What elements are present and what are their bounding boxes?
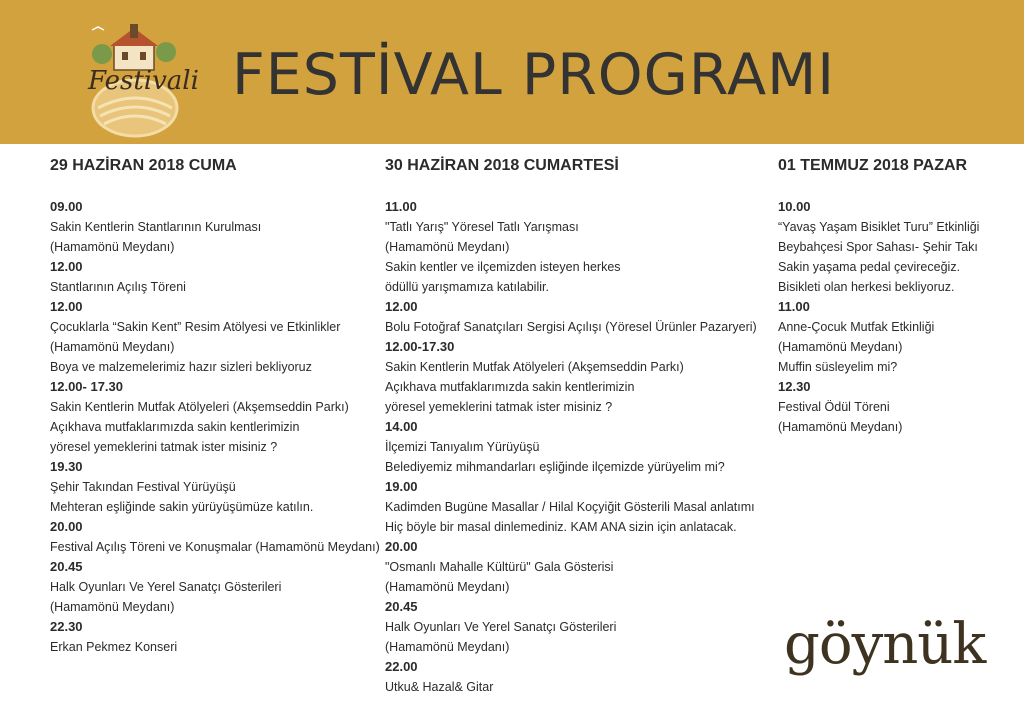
event-description: Sakin kentler ve ilçemizden isteyen herkes [385,260,621,274]
event-time: 20.45 [385,599,418,614]
logo-word: Festivali [88,66,199,96]
event-description: (Hamamönü Meydanı) [50,600,175,614]
event-description: "Tatlı Yarış" Yöresel Tatlı Yarışması [385,220,579,234]
event-description: Sakin Kentlerin Mutfak Atölyeleri (Akşemseddin Parkı) [385,360,684,374]
day-column-2 [385,157,765,697]
event-time: 20.45 [50,559,83,574]
event-time: 12.00 [50,299,83,314]
event-description: (Hamamönü Meydanı) [778,340,903,354]
schedule-list [50,197,380,657]
event-time: 19.30 [50,459,83,474]
event-description: Açıkhava mutfaklarımızda sakin kentlerimizin [385,380,635,394]
event-description: Hiç böyle bir masal dinlemediniz. KAM ANA sizin için anlatacak. [385,520,737,534]
event-time: 12.00 [50,259,83,274]
day-column-1 [50,157,380,657]
event-description: (Hamamönü Meydanı) [778,420,903,434]
event-description: Muffin süsleyelim mi? [778,360,898,374]
event-description: (Hamamönü Meydanı) [50,340,175,354]
event-time: 22.30 [50,619,83,634]
event-description: Utku& Hazal& Gitar [385,680,494,694]
event-time: 12.30 [778,379,811,394]
page-title: FESTİVAL PROGRAMI [232,42,836,108]
event-description: “Yavaş Yaşam Bisiklet Turu” Etkinliği [778,220,980,234]
event-description: Bisikleti olan herkesi bekliyoruz. [778,280,955,294]
event-description: yöresel yemeklerini tatmak ister misiniz ? [50,440,278,454]
event-description: Şehir Takından Festival Yürüyüşü [50,480,236,494]
day-column-3 [778,157,1008,437]
event-description: Erkan Pekmez Konseri [50,640,178,654]
header-banner [0,0,1024,144]
event-time: 11.00 [385,199,417,214]
event-time: 14.00 [385,419,418,434]
event-description: Sakin Kentlerin Mutfak Atölyeleri (Akşemseddin Parkı) [50,400,349,414]
event-description: Stantlarının Açılış Töreni [50,280,186,294]
event-time: 10.00 [778,199,811,214]
schedule-list [778,197,1008,437]
event-description: Sakin yaşama pedal çevireceğiz. [778,260,961,274]
day-heading: 29 HAZİRAN 2018 CUMA [50,157,237,174]
event-description: Kadimden Bugüne Masallar / Hilal Koçyiğit Gösterili Masal anlatımı [385,500,755,514]
event-description: İlçemizi Tanıyalım Yürüyüşü [385,440,540,454]
brand-logo: göynük [784,612,986,677]
event-description: ödüllü yarışmamıza katılabilir. [385,280,549,294]
event-time: 12.00- 17.30 [50,379,124,394]
event-time: 12.00-17.30 [385,339,455,354]
event-time: 11.00 [778,299,810,314]
event-description: Festival Ödül Töreni [778,400,890,414]
event-description: Festival Açılış Töreni ve Konuşmalar (Hamamönü Meydanı) [50,540,380,554]
event-description: (Hamamönü Meydanı) [50,240,175,254]
event-description: Boya ve malzemelerimiz hazır sizleri bekliyoruz [50,360,312,374]
event-description: Halk Oyunları Ve Yerel Sanatçı Gösterileri [50,580,282,594]
event-description: Belediyemiz mihmandarları eşliğinde ilçemizde yürüyelim mi? [385,460,725,474]
day-heading: 01 TEMMUZ 2018 PAZAR [778,157,968,174]
event-time: 12.00 [385,299,418,314]
event-description: (Hamamönü Meydanı) [385,580,510,594]
day-heading: 30 HAZİRAN 2018 CUMARTESİ [385,157,619,174]
event-description: (Hamamönü Meydanı) [385,640,510,654]
event-time: 20.00 [50,519,83,534]
event-description: Bolu Fotoğraf Sanatçıları Sergisi Açılışı (Yöresel Ürünler Pazaryeri) [385,320,757,334]
event-time: 19.00 [385,479,418,494]
schedule-list [385,197,765,697]
event-time: 20.00 [385,539,418,554]
event-description: (Hamamönü Meydanı) [385,240,510,254]
event-description: yöresel yemeklerini tatmak ister misiniz ? [385,400,613,414]
event-time: 22.00 [385,659,418,674]
event-description: Anne-Çocuk Mutfak Etkinliği [778,320,935,334]
event-description: Mehteran eşliğinde sakin yürüyüşümüze katılın. [50,500,314,514]
event-time: 09.00 [50,199,83,214]
event-description: Halk Oyunları Ve Yerel Sanatçı Gösterileri [385,620,617,634]
event-description: Açıkhava mutfaklarımızda sakin kentlerimizin [50,420,300,434]
event-description: Çocuklarla “Sakin Kent” Resim Atölyesi ve Etkinlikler [50,320,341,334]
event-description: Beybahçesi Spor Sahası- Şehir Takı [778,240,978,254]
event-description: Sakin Kentlerin Stantlarının Kurulması [50,220,262,234]
event-description: "Osmanlı Mahalle Kültürü" Gala Gösterisi [385,560,614,574]
